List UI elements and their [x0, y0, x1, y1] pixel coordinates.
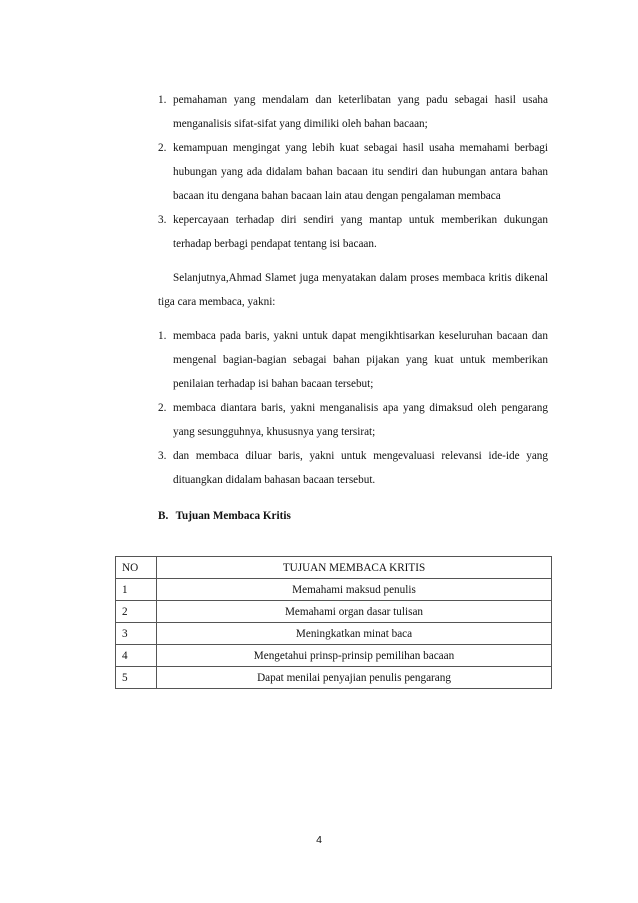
- cell-purpose: Memahami organ dasar tulisan: [157, 601, 552, 623]
- list-number: 1.: [158, 330, 167, 342]
- list-item: [158, 88, 548, 136]
- paragraph-text: Selanjutnya,Ahmad Slamet juga menyatakan dalam proses membaca kritis dikenal tiga cara membaca, yakni:: [158, 272, 548, 308]
- header-purpose: TUJUAN MEMBACA KRITIS: [157, 557, 552, 579]
- cell-no: 5: [116, 667, 157, 689]
- list-text: kemampuan mengingat yang lebih kuat sebagai hasil usaha memahami berbagi hubungan yang ada didalam bahan bacaan itu sendiri dan hubungan antara bahan bacaan itu dengana bahan bacaan lain atau dengan pengalaman membaca: [173, 142, 548, 202]
- cell-no: 1: [116, 579, 157, 601]
- cell-purpose: Mengetahui prinsp-prinsip pemilihan bacaan: [157, 645, 552, 667]
- table-row: [116, 645, 552, 667]
- paragraph: [158, 266, 548, 314]
- header-no: NO: [116, 557, 157, 579]
- list-number: 3.: [158, 450, 167, 462]
- cell-no: 2: [116, 601, 157, 623]
- list-text: dan membaca diluar baris, yakni untuk mengevaluasi relevansi ide-ide yang dituangkan didalam bahasan bacaan tersebut.: [173, 450, 548, 486]
- list-text: membaca pada baris, yakni untuk dapat mengikhtisarkan keseluruhan bacaan dan mengenal bagian-bagian sebagai bahan pijakan yang kuat untuk memberikan penilaian terhadap isi bahan bacaan tersebut;: [173, 330, 548, 390]
- list-item: [158, 324, 548, 396]
- table-row: [116, 667, 552, 689]
- cell-purpose: Dapat menilai penyajian penulis pengarang: [157, 667, 552, 689]
- section-heading: [158, 504, 548, 528]
- table-row: [116, 623, 552, 645]
- list-item: [158, 208, 548, 256]
- table-row: [116, 601, 552, 623]
- cell-no: 4: [116, 645, 157, 667]
- list-reading-methods: [158, 324, 548, 492]
- table-header-row: [116, 557, 552, 579]
- cell-purpose: Memahami maksud penulis: [157, 579, 552, 601]
- section-number: B.: [158, 510, 169, 522]
- list-text: kepercayaan terhadap diri sendiri yang mantap untuk memberikan dukungan terhadap berbagi pendapat tentang isi bacaan.: [173, 214, 548, 250]
- list-number: 3.: [158, 214, 167, 226]
- section-title: Tujuan Membaca Kritis: [175, 510, 291, 522]
- list-number: 2.: [158, 142, 167, 154]
- list-item: [158, 444, 548, 492]
- list-number: 1.: [158, 94, 167, 106]
- list-item: [158, 136, 548, 208]
- list-number: 2.: [158, 402, 167, 414]
- table-row: [116, 579, 552, 601]
- cell-purpose: Meningkatkan minat baca: [157, 623, 552, 645]
- body-content: [158, 88, 548, 528]
- cell-no: 3: [116, 623, 157, 645]
- list-text: membaca diantara baris, yakni menganalisis apa yang dimaksud oleh pengarang yang sesungguhnya, khususnya yang tersirat;: [173, 402, 548, 438]
- list-effects: [158, 88, 548, 256]
- list-text: pemahaman yang mendalam dan keterlibatan yang padu sebagai hasil usaha menganalisis sifat-sifat yang dimiliki oleh bahan bacaan;: [173, 94, 548, 130]
- page-number: 4: [316, 834, 322, 846]
- list-item: [158, 396, 548, 444]
- purpose-table: [115, 556, 552, 689]
